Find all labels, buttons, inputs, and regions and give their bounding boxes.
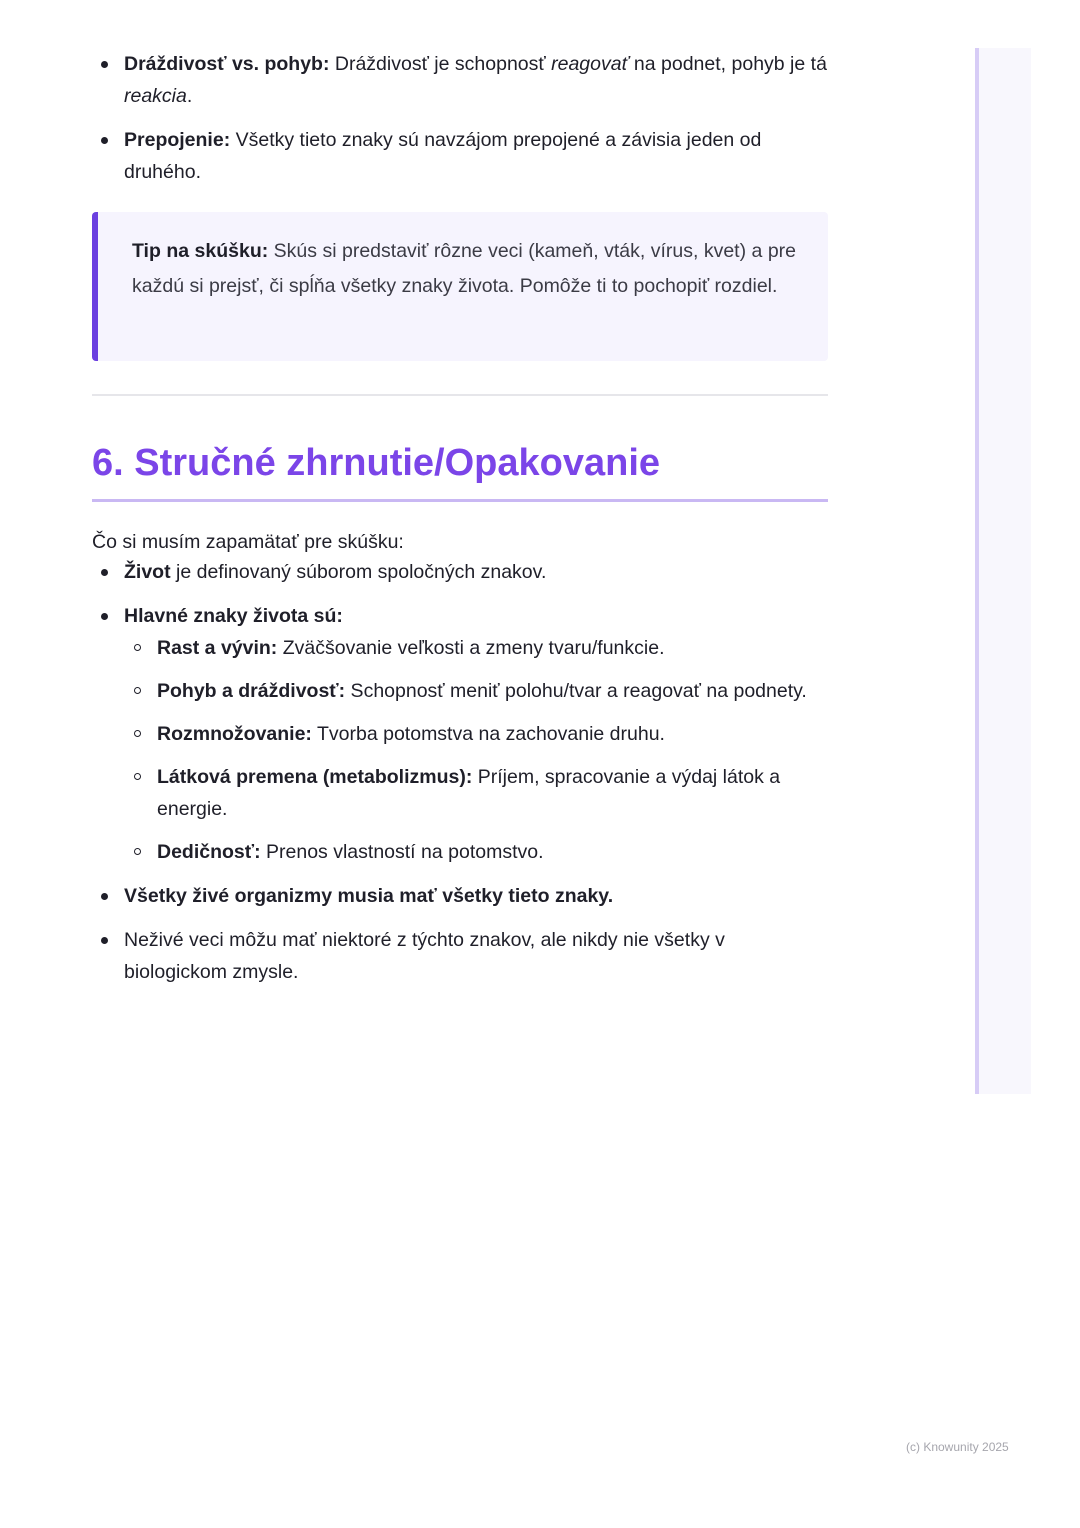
list-item: Neživé veci môžu mať niektoré z týchto znakov, ale nikdy nie všetky v biologickom zmysle. bbox=[92, 924, 828, 988]
section-divider bbox=[92, 394, 828, 396]
sub-list-item: Látková premena (metabolizmus): Príjem, spracovanie a výdaj látok a energie. bbox=[124, 761, 828, 825]
document-content bbox=[92, 48, 828, 1000]
list-item: Prepojenie: Všetky tieto znaky sú navzájom prepojené a závisia jeden od druhého. bbox=[92, 124, 828, 188]
section-heading: 6. Stručné zhrnutie/Opakovanie bbox=[92, 442, 661, 484]
section-intro: Čo si musím zapamätať pre skúšku: bbox=[92, 531, 404, 553]
margin-sidebar bbox=[975, 48, 1031, 1094]
term: Dráždivosť vs. pohyb: bbox=[124, 53, 330, 75]
list-item: Hlavné znaky života sú: Rast a vývin: Zväčšovanie veľkosti a zmeny tvaru/funkcie. Pohyb a dráždivosť: Schopnosť meniť polohu/tvar a reagovať na podnety. Rozmnožovanie: Tvorba potomstva na zachovanie druhu. Látková premena (metabolizmus): Príjem, spracovanie a výdaj látok a energie. Dedičnosť: Prenos vlastností na potomstvo. bbox=[92, 600, 828, 868]
tip-label: Tip na skúšku: bbox=[132, 240, 269, 262]
sub-list-item: Rast a vývin: Zväčšovanie veľkosti a zmeny tvaru/funkcie. bbox=[124, 632, 828, 664]
term: Prepojenie: bbox=[124, 129, 231, 151]
top-bullet-list bbox=[92, 48, 828, 188]
sub-list-item: Pohyb a dráždivosť: Schopnosť meniť polohu/tvar a reagovať na podnety. bbox=[124, 675, 828, 707]
copyright-footer: (c) Knowunity 2025 bbox=[906, 1440, 1009, 1454]
list-item: Dráždivosť vs. pohyb: Dráždivosť je schopnosť reagovať na podnet, pohyb je tá reakcia. bbox=[92, 48, 828, 112]
exam-tip-callout bbox=[92, 212, 828, 361]
sub-list-item: Rozmnožovanie: Tvorba potomstva na zachovanie druhu. bbox=[124, 718, 828, 750]
sub-list bbox=[124, 632, 828, 868]
sub-list-item: Dedičnosť: Prenos vlastností na potomstvo. bbox=[124, 836, 828, 868]
list-item: Všetky živé organizmy musia mať všetky tieto znaky. bbox=[92, 880, 828, 912]
tip-text: Skús si predstaviť rôzne veci (kameň, vták, vírus, kvet) a pre každú si prejsť, či spĺňa všetky znaky života. Pomôže ti to pochopiť rozdiel. bbox=[132, 240, 796, 297]
heading-underline bbox=[92, 499, 828, 502]
list-item: Život je definovaný súborom spoločných znakov. bbox=[92, 556, 828, 588]
summary-list bbox=[92, 556, 828, 988]
